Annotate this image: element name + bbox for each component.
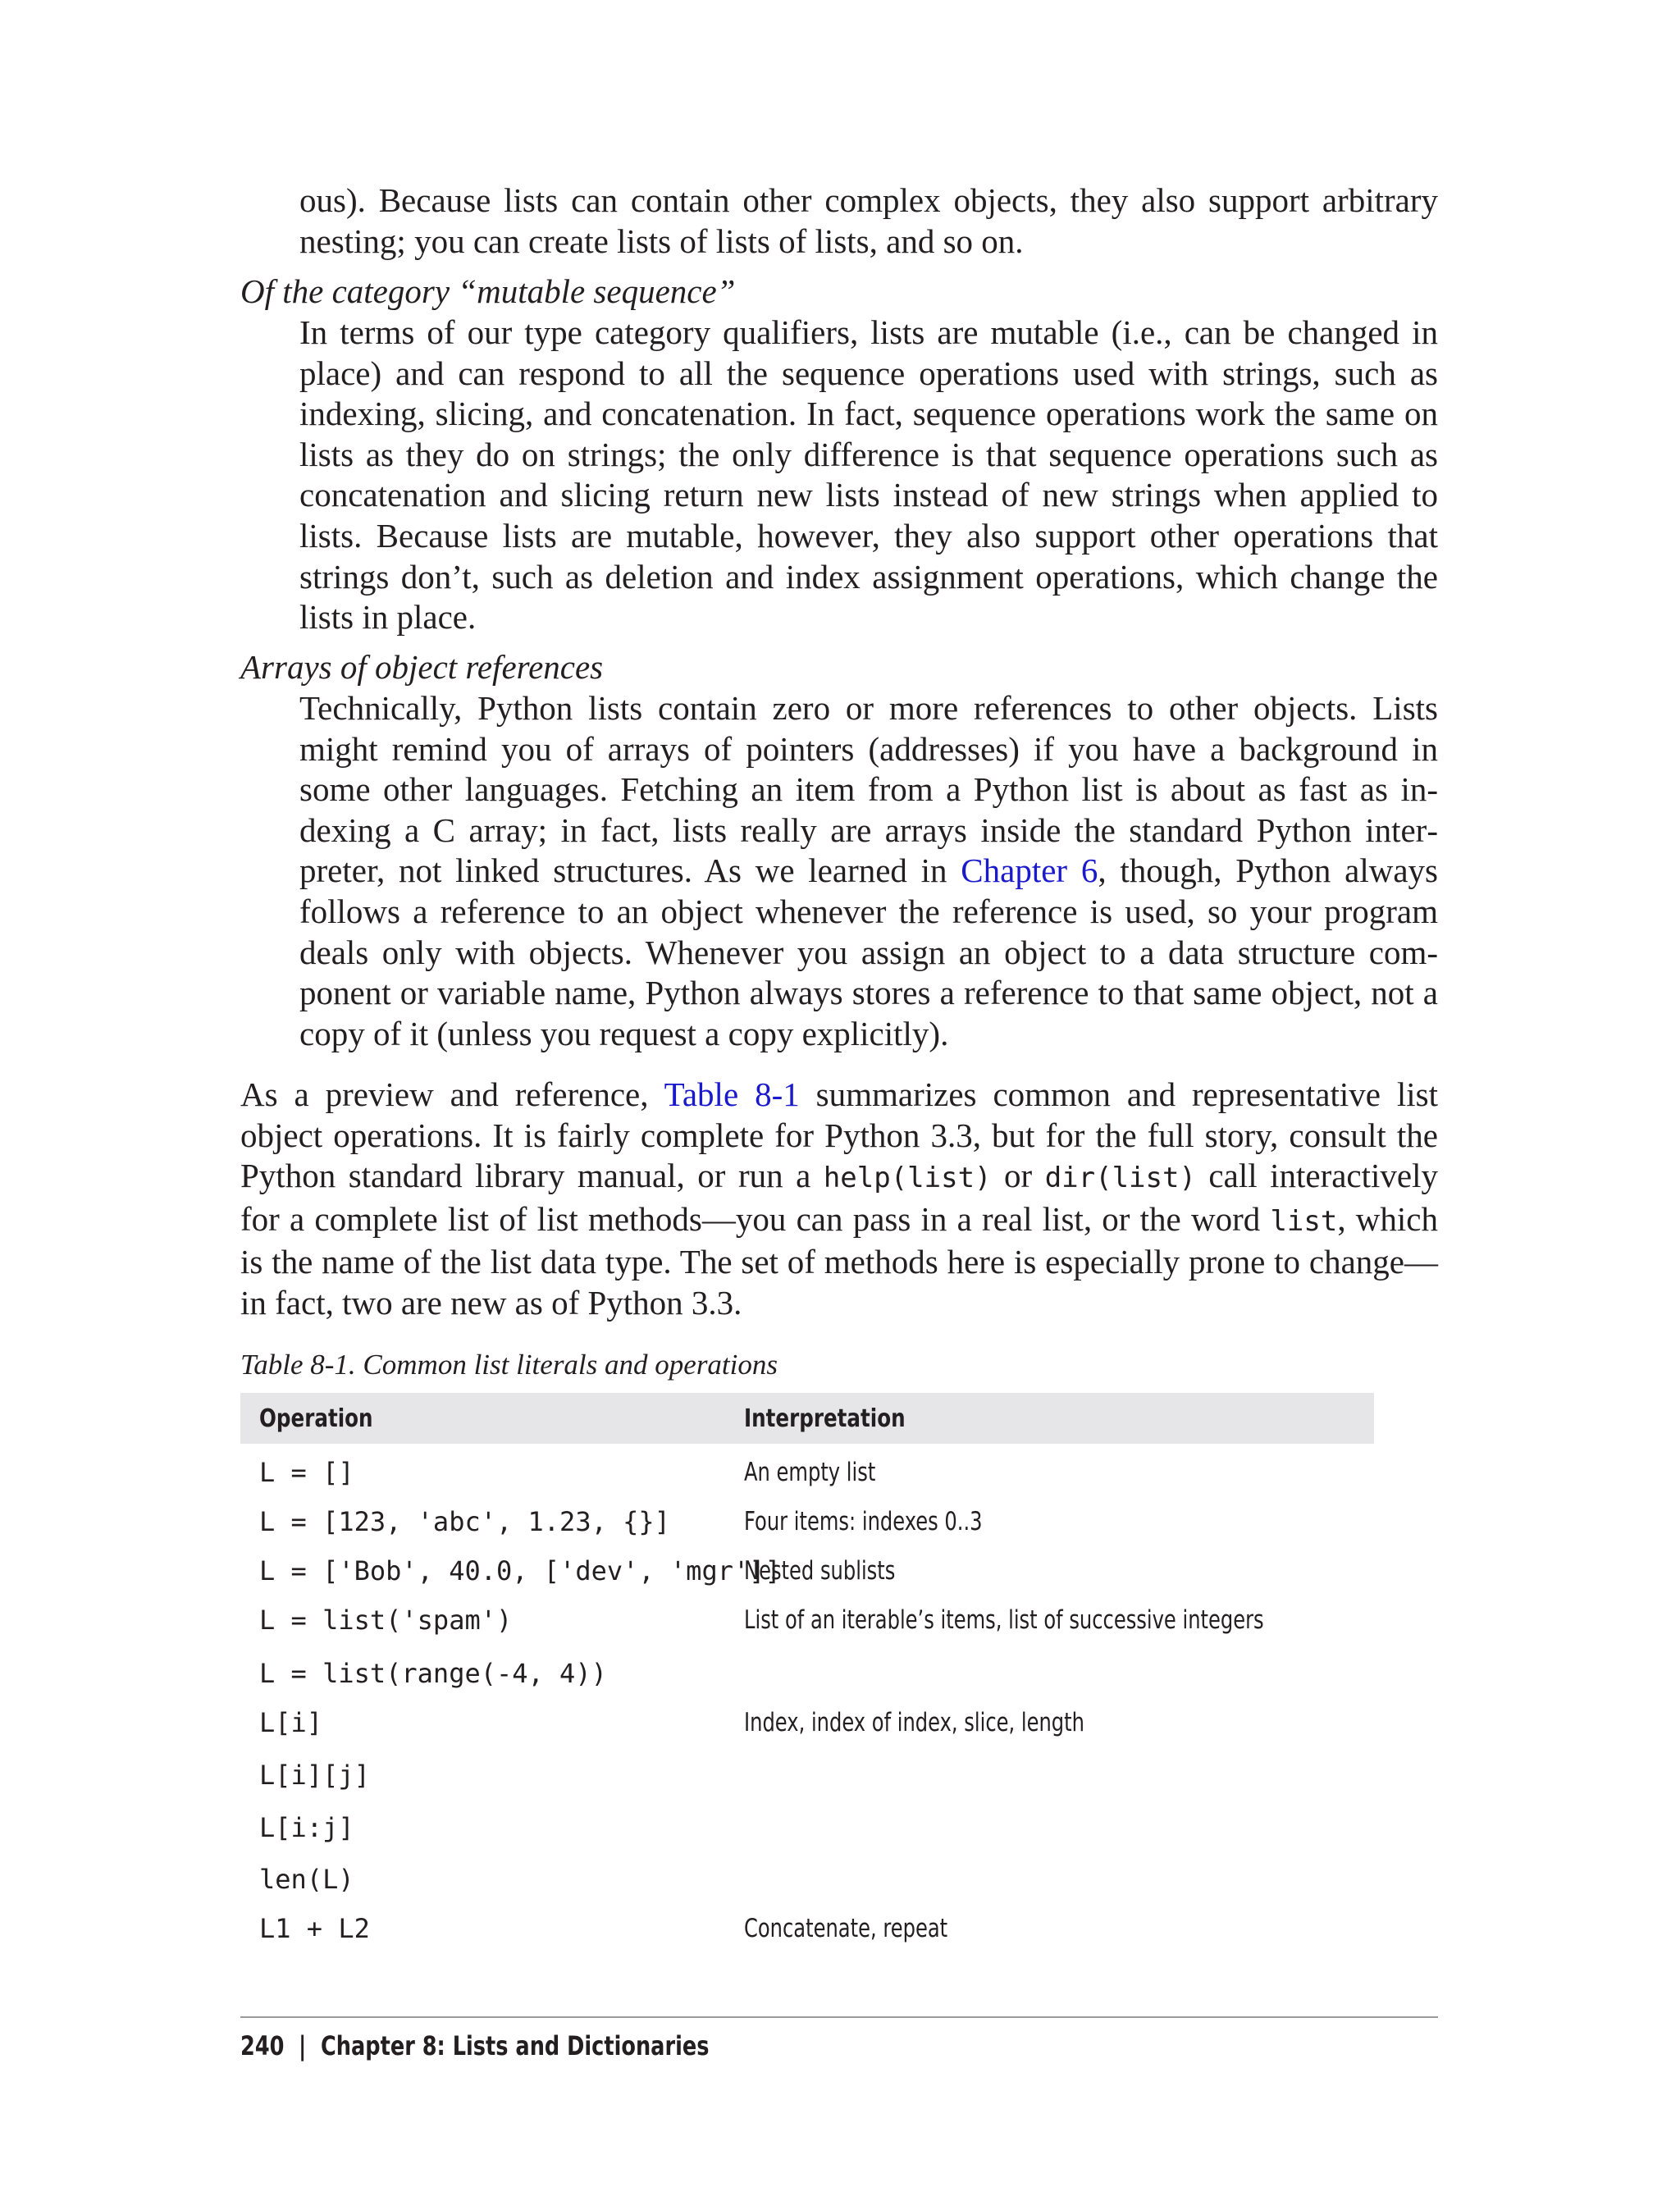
operation-cell: L[i:j] xyxy=(259,1812,354,1843)
summary-text-3: or xyxy=(991,1157,1045,1195)
operation-cell: L[i][j] xyxy=(259,1760,370,1791)
operation-cell: L = ['Bob', 40.0, ['dev', 'mgr']] xyxy=(259,1555,781,1586)
operation-cell: L1 + L2 xyxy=(259,1913,370,1944)
code-help-list: help(list) xyxy=(823,1162,992,1195)
interpretation-cell: List of an iterable’s items, list of successive integers xyxy=(744,1605,1264,1635)
summary-paragraph xyxy=(240,1075,1438,1324)
code-dir-list: dir(list) xyxy=(1044,1162,1196,1195)
object-references-text-2: , though, Python always follows a reference to an object whenever the reference is used, so your program deals only with objects. Whenever you assign an object to a data structure component or variable name, Python always stores a reference to that same object, not a copy of it (unless you request a copy explicitly). xyxy=(299,851,1438,1052)
definition-text-object-references xyxy=(299,688,1438,1054)
table-8-1-link[interactable]: Table 8-1 xyxy=(664,1075,800,1113)
operation-cell: L = list(range(-4, 4)) xyxy=(259,1658,607,1689)
page-number: 240 xyxy=(240,2030,285,2061)
operation-cell: L = [123, 'abc', 1.23, {}] xyxy=(259,1506,670,1537)
definition-term-mutable-sequence: Of the category “mutable sequence” xyxy=(240,272,736,310)
definition-text-mutable-sequence: In terms of our type category qualifiers, lists are mutable (i.e., can be changed in place) and can respond to all the sequence operations used with strings, such as indexing, slicing, and concatenation. In fact, sequence operations work the same on lists as they do on strings; the only difference is that sequence operations such as concatenation and slicing return new lists instead of new strings when applied to lists. Because lists are mutable, however, they also support other operations that strings don’t, such as deletion and index assignment operations, which change the lists in place. xyxy=(299,313,1438,637)
object-references-text-1: Technically, Python lists contain zero or more references to other objects. Lists might remind you of arrays of pointers (addresses) if you have a background in some other languages. Fetching an item from a Python list is about as fast as indexing a C array; in fact, lists really are arrays inside the standard Python interpreter, not linked structures. As we learned in xyxy=(299,689,1438,890)
interpretation-cell: Index, index of index, slice, length xyxy=(744,1708,1084,1737)
header-interpretation: Interpretation xyxy=(744,1404,906,1433)
operation-cell: L = list('spam') xyxy=(259,1605,513,1636)
operation-cell: L[i] xyxy=(259,1707,323,1738)
footer-chapter-title: Chapter 8: Lists and Dictionaries xyxy=(320,2030,710,2061)
intro-continuation: ous). Because lists can contain other complex objects, they also support arbitrary nesting; you can create lists of lists of lists, and so on. xyxy=(299,181,1438,260)
header-operation: Operation xyxy=(259,1404,373,1433)
page-footer xyxy=(240,2029,709,2062)
summary-text-5: , which is the name of the list data type. The set of methods here is especially prone to change—in fact, two are new as of Python 3.3. xyxy=(240,1199,1438,1322)
footer-divider xyxy=(240,2016,1438,2018)
footer-separator: | xyxy=(299,2030,307,2061)
operation-cell: len(L) xyxy=(259,1864,354,1895)
definition-term-object-references: Arrays of object references xyxy=(240,648,604,686)
list-operations-table xyxy=(240,1393,1374,1944)
interpretation-cell: Four items: indexes 0..3 xyxy=(744,1507,983,1536)
chapter-6-link[interactable]: Chapter 6 xyxy=(961,851,1098,890)
table-header xyxy=(240,1393,1374,1444)
summary-text-1: As a preview and reference, xyxy=(240,1075,664,1113)
interpretation-cell: Concatenate, repeat xyxy=(744,1914,948,1943)
interpretation-cell: Nested sublists xyxy=(744,1556,896,1586)
summary-text-4: call interactively for a complete list of list methods—you can pass in a real list, or the word xyxy=(240,1157,1439,1238)
operation-cell: L = [] xyxy=(259,1457,354,1488)
code-list: list xyxy=(1270,1204,1338,1238)
interpretation-cell: An empty list xyxy=(744,1458,876,1487)
table-caption: Table 8-1. Common list literals and operations xyxy=(240,1349,778,1381)
summary-text-2: summarizes common and representative list object operations. It is fairly complete for Python 3.3, but for the full story, consult the Python standard library manual, or run a xyxy=(240,1075,1438,1195)
